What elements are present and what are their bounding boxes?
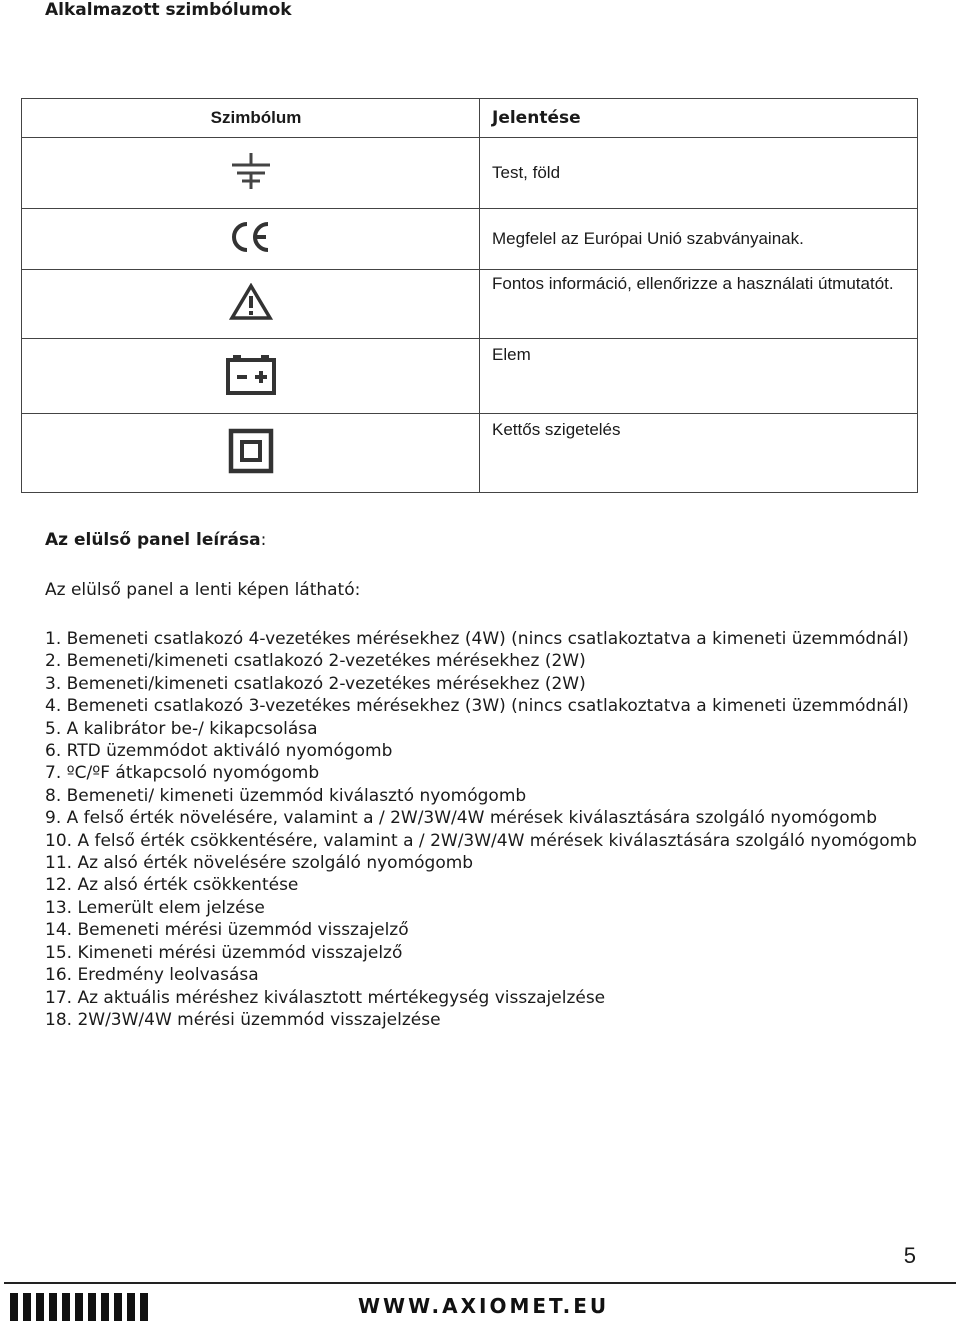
battery-icon	[225, 353, 277, 395]
front-panel-heading	[45, 530, 266, 550]
table-row	[22, 209, 918, 270]
meaning-warning: Fontos információ, ellenőrizze a használati útmutatót.	[480, 270, 918, 339]
list-item: 9. A felső érték növelésére, valamint a / 2W/3W/4W mérések kiválasztására szolgáló nyomógomb	[45, 808, 877, 829]
meaning-battery: Elem	[480, 339, 918, 414]
ce-mark-icon	[229, 219, 273, 255]
list-item: 16. Eredmény leolvasása	[45, 965, 259, 986]
list-item: 8. Bemeneti/ kimeneti üzemmód kiválasztó nyomógomb	[45, 785, 527, 806]
list-item: 13. Lemerült elem jelzése	[45, 897, 265, 918]
list-item: 12. Az alsó érték csökkentése	[45, 875, 299, 896]
meaning-double-insulation: Kettős szigetelés	[480, 414, 918, 493]
list-item: 17. Az aktuális méréshez kiválasztott mértékegység visszajelzése	[45, 987, 606, 1008]
list-item: 14. Bemeneti mérési üzemmód visszajelző	[45, 920, 409, 941]
footer-divider	[4, 1282, 956, 1284]
table-header-row	[22, 99, 918, 138]
front-panel-heading-bold: Az elülső panel leírása	[45, 530, 261, 550]
list-item: 4. Bemeneti csatlakozó 3-vezetékes mérésekhez (3W) (nincs csatlakoztatva a kimeneti üzemmódnál)	[45, 696, 909, 717]
header-meaning: Jelentése	[480, 99, 918, 138]
double-insulation-icon	[228, 428, 274, 474]
page-number: 5	[903, 1243, 916, 1268]
website-link[interactable]: WWW.AXIOMET.EU	[358, 1294, 610, 1318]
list-item: 7. ºC/ºF átkapcsoló nyomógomb	[45, 763, 320, 784]
list-item: 1. Bemeneti csatlakozó 4-vezetékes mérésekhez (4W) (nincs csatlakoztatva a kimeneti üzemmódnál)	[45, 629, 909, 649]
front-panel-intro: Az elülső panel a lenti képen látható:	[45, 580, 361, 600]
page-title: Alkalmazott szimbólumok	[45, 0, 292, 20]
meaning-ground: Test, föld	[480, 138, 918, 209]
barcode-logo-icon	[10, 1293, 148, 1321]
warning-triangle-icon	[229, 283, 273, 321]
ground-icon	[228, 151, 274, 191]
table-row	[22, 270, 918, 339]
list-item: 2. Bemeneti/kimeneti csatlakozó 2-vezetékes mérésekhez (2W)	[45, 651, 586, 672]
table-row	[22, 414, 918, 493]
list-item: 6. RTD üzemmódot aktiváló nyomógomb	[45, 741, 393, 762]
list-item: 10. A felső érték csökkentésére, valamint a / 2W/3W/4W mérések kiválasztására szolgáló nyomógomb	[45, 830, 917, 851]
front-panel-list	[45, 628, 925, 1031]
symbols-table	[21, 98, 918, 493]
list-item: 18. 2W/3W/4W mérési üzemmód visszajelzése	[45, 1009, 441, 1030]
header-symbol: Szimbólum	[22, 99, 480, 138]
list-item: 5. A kalibrátor be-/ kikapcsolása	[45, 718, 318, 739]
meaning-ce: Megfelel az Európai Unió szabványainak.	[480, 209, 918, 270]
list-item: 3. Bemeneti/kimeneti csatlakozó 2-vezetékes mérésekhez (2W)	[45, 673, 586, 694]
table-row	[22, 138, 918, 209]
front-panel-heading-suffix: :	[260, 530, 267, 550]
list-item: 11. Az alsó érték növelésére szolgáló nyomógomb	[45, 853, 474, 874]
list-item: 15. Kimeneti mérési üzemmód visszajelző	[45, 942, 403, 963]
table-row	[22, 339, 918, 414]
